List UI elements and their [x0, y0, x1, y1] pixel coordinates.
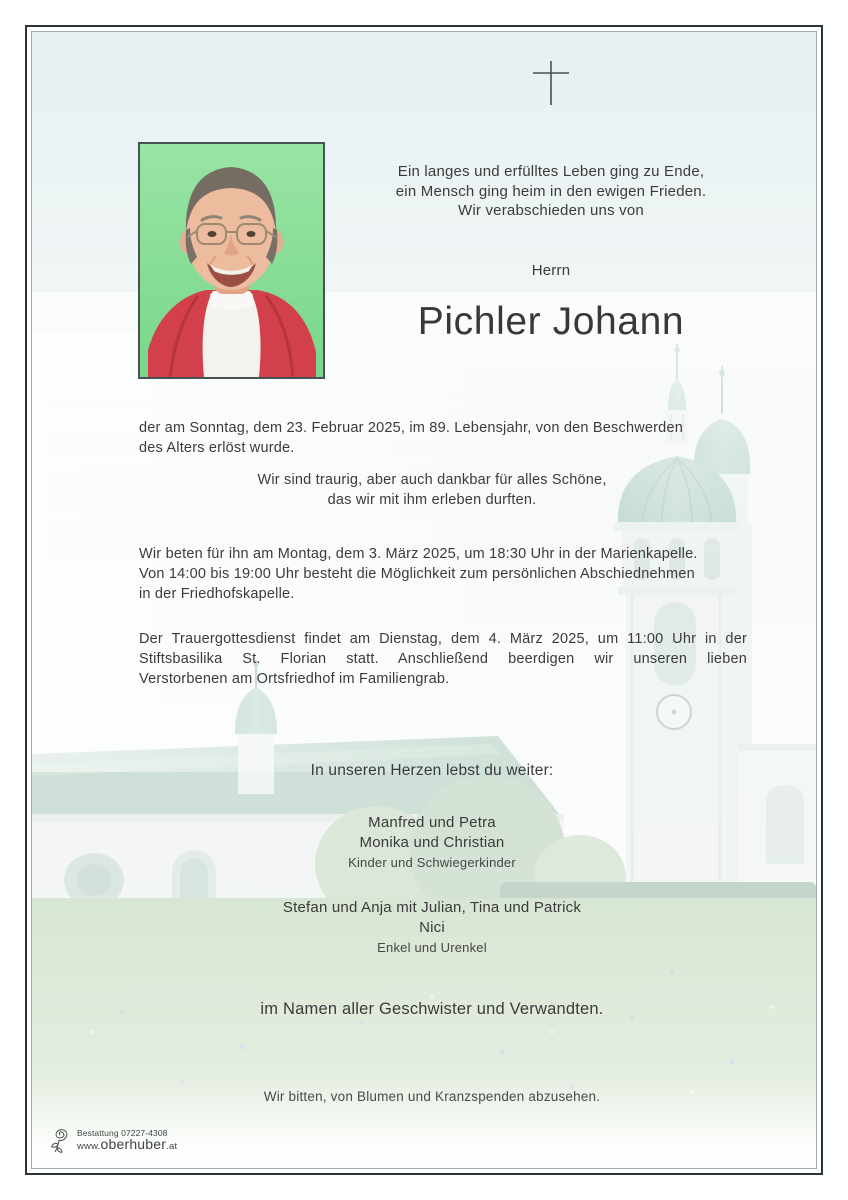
funeral-home-text	[77, 1128, 177, 1152]
family-group-children	[48, 813, 816, 871]
salutation: Herrn	[531, 262, 571, 279]
grief-text	[48, 470, 816, 510]
funeral-line-2: Stiftsbasilika St. Florian statt. Anschließend beerdigen wir unseren lieben	[139, 651, 747, 667]
outer-frame	[25, 25, 823, 1175]
prayer-line-1: Wir beten für ihn am Montag, dem 3. März 2025, um 18:30 Uhr in der Marienkapelle.	[139, 546, 698, 562]
grief-line-1: Wir sind traurig, aber auch dankbar für alles Schöne,	[257, 472, 607, 488]
prayer-line-3: in der Friedhofskapelle.	[139, 586, 295, 602]
death-line-1: der am Sonntag, dem 23. Februar 2025, im 89. Lebensjahr, von den Beschwerden	[139, 420, 683, 436]
closing-line: im Namen aller Geschwister und Verwandten.	[260, 1000, 604, 1018]
family-name: Monika und Christian	[359, 834, 505, 851]
family-group-grandchildren	[48, 898, 816, 956]
death-line-2: des Alters erlöst wurde.	[139, 440, 295, 456]
flowers-note: Wir bitten, von Blumen und Kranzspenden abzusehen.	[263, 1089, 601, 1104]
deceased-name: Pichler Johann	[417, 300, 685, 343]
funeral-home-url	[77, 1135, 178, 1152]
inner-frame	[31, 31, 817, 1169]
url-name: oberhuber	[100, 1135, 167, 1152]
funeral-line-3: Verstorbenen am Ortsfriedhof im Familiengrab.	[139, 671, 450, 687]
intro-text	[286, 162, 816, 221]
url-tld: .at	[166, 1140, 178, 1152]
family-name: Nici	[419, 919, 445, 936]
cross-icon	[529, 59, 573, 107]
intro-line-3: Wir verabschieden uns von	[458, 202, 644, 219]
url-www: www.	[77, 1140, 101, 1152]
family-relation: Kinder und Schwiegerkinder	[348, 855, 516, 870]
hearts-line: In unseren Herzen lebst du weiter:	[310, 762, 554, 779]
funeral-home-logo	[48, 1125, 177, 1154]
funeral-home-phone: Bestattung 07227-4308	[77, 1127, 168, 1138]
family-relation: Enkel und Urenkel	[377, 940, 487, 955]
family-name: Stefan und Anja mit Julian, Tina und Patrick	[282, 899, 582, 916]
rose-icon	[48, 1125, 72, 1154]
grief-line-2: das wir mit ihm erleben durften.	[327, 492, 537, 508]
death-paragraph	[139, 418, 683, 458]
funeral-line-1: Der Trauergottesdienst findet am Dienstag, dem 4. März 2025, um 11:00 Uhr in der	[139, 631, 747, 647]
funeral-paragraph	[139, 629, 747, 689]
intro-line-1: Ein langes und erfülltes Leben ging zu Ende,	[397, 163, 705, 180]
intro-line-2: ein Mensch ging heim in den ewigen Frieden.	[395, 182, 707, 200]
prayer-paragraph	[139, 544, 698, 604]
family-name: Manfred und Petra	[368, 814, 496, 831]
prayer-line-2: Von 14:00 bis 19:00 Uhr besteht die Möglichkeit zum persönlichen Abschiednehmen	[139, 566, 695, 582]
